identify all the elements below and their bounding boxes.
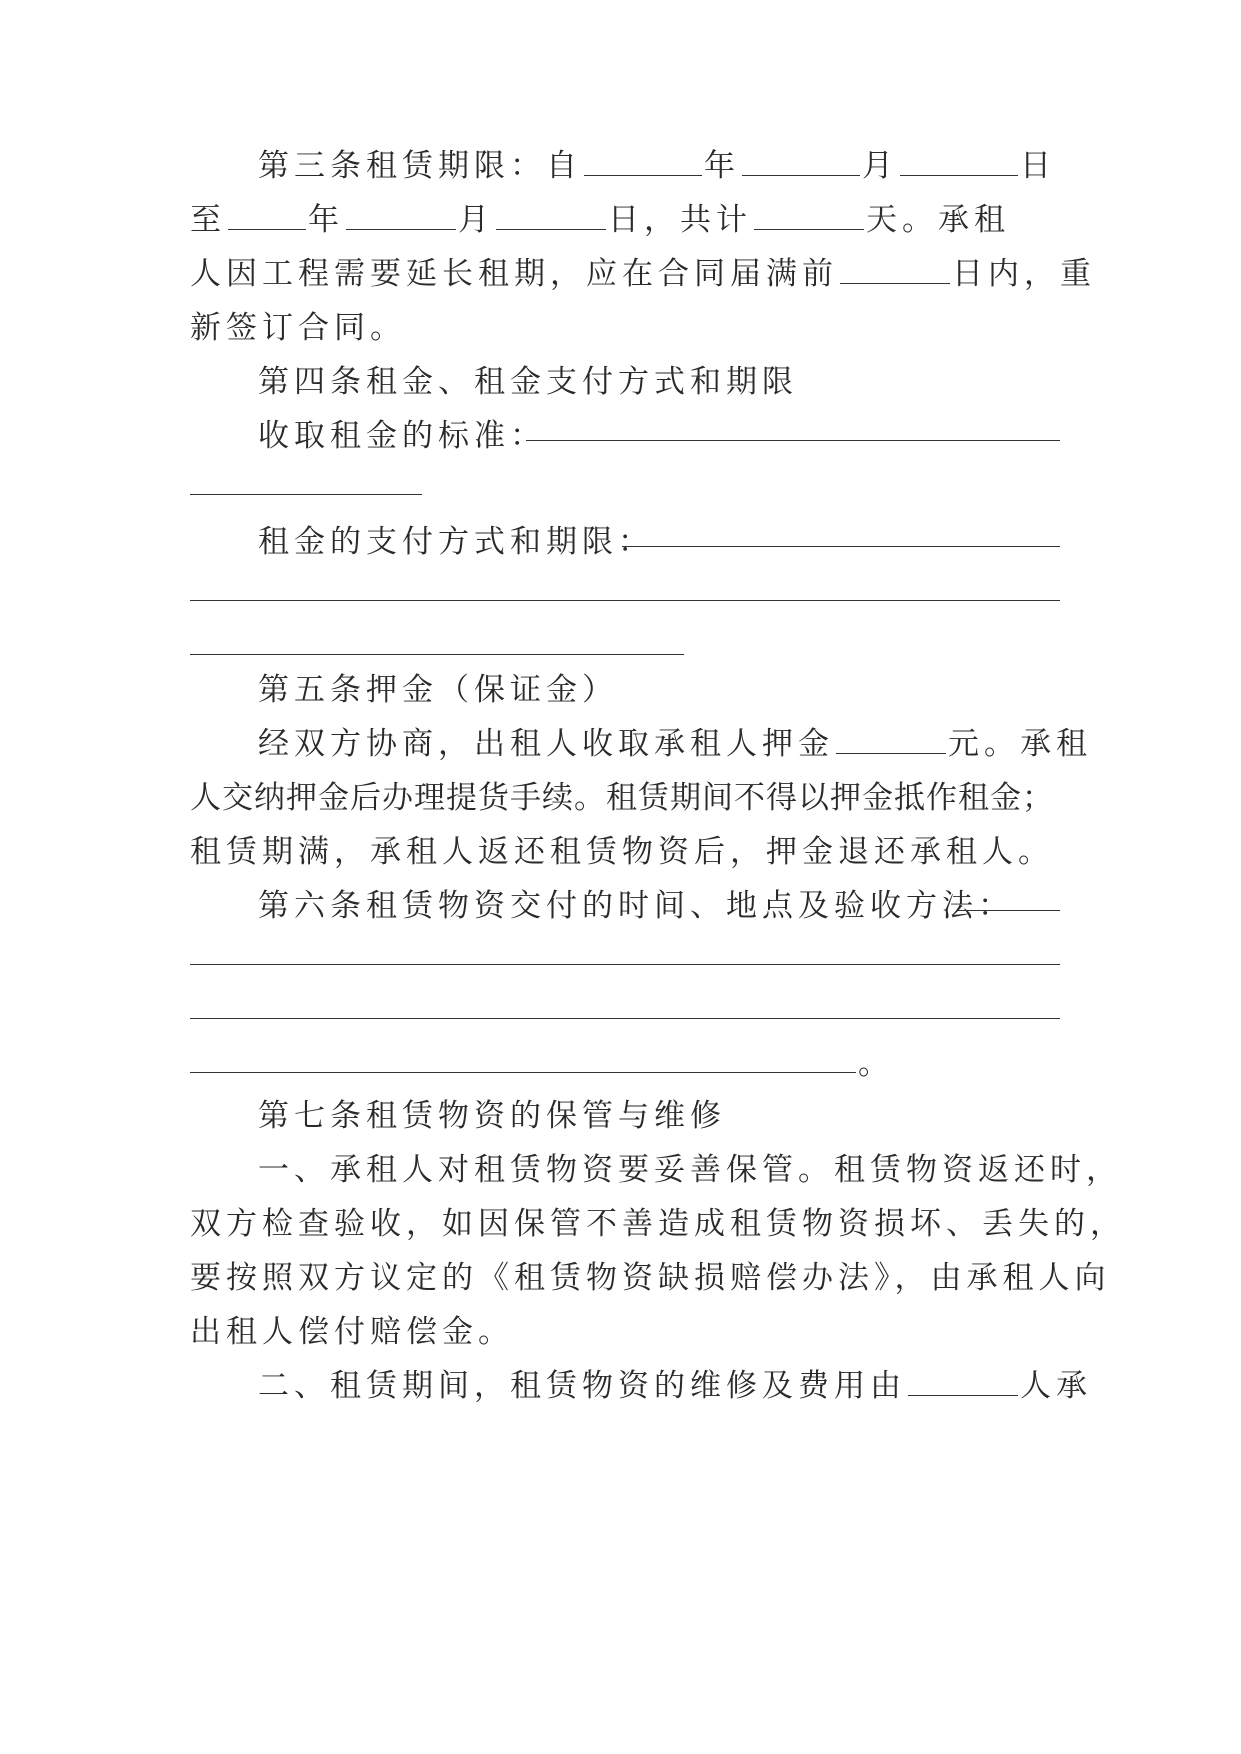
delivery-method-blank[interactable]	[958, 910, 1060, 911]
article-7-p1-line-2: 双方检查验收，如因保管不善造成租赁物资损坏、丢失的，	[190, 1206, 1126, 1242]
end-month-blank[interactable]	[346, 201, 456, 230]
deposit-amount-blank[interactable]	[836, 725, 946, 754]
article-6-heading: 第六条租赁物资交付的时间、地点及验收方法：	[258, 888, 1014, 924]
to-label: 至	[190, 202, 226, 238]
rent-standard-label: 收取租金的标准：	[258, 418, 546, 454]
start-day-blank[interactable]	[900, 147, 1018, 176]
article-5-line-2: 人交纳押金后办理提货手续。租赁期间不得以押金抵作租金；	[190, 780, 1054, 816]
article-4-title: 第四条租金、租金支付方式和期限	[258, 364, 798, 400]
month-label: 月	[458, 202, 494, 238]
delivery-method-blank-line-4[interactable]	[190, 1072, 856, 1073]
rent-standard-blank[interactable]	[526, 440, 1060, 441]
end-year-blank[interactable]	[228, 201, 306, 230]
end-day-blank[interactable]	[496, 201, 606, 230]
maintenance-tail-text: 人承	[1020, 1368, 1092, 1404]
article-7-title: 第七条租赁物资的保管与维修	[258, 1098, 726, 1134]
article-5-line-3: 租赁期满，承租人返还租赁物资后，押金退还承租人。	[190, 834, 1054, 870]
deposit-unit-text: 元。承租	[948, 726, 1092, 762]
article-5-line-1	[258, 724, 1092, 764]
days-label: 天。承租	[866, 202, 1010, 238]
notice-days-blank[interactable]	[840, 255, 950, 284]
month-label: 月	[862, 148, 898, 184]
maintenance-text: 二、租赁期间，租赁物资的维修及费用由	[258, 1368, 906, 1404]
extension-text: 人因工程需要延长租期，应在合同届满前	[190, 256, 838, 292]
maintenance-party-blank[interactable]	[908, 1367, 1018, 1396]
article-7-p1-line-1: 一、承租人对租赁物资要妥善保管。租赁物资返还时，	[258, 1152, 1122, 1188]
within-days-text: 日内，重	[952, 256, 1096, 292]
article-3-line-2	[190, 200, 1060, 240]
article-5-title: 第五条押金（保证金）	[258, 672, 618, 708]
article-3-line-3	[190, 254, 1096, 294]
article-3-line-4: 新签订合同。	[190, 310, 406, 346]
payment-method-blank[interactable]	[622, 546, 1060, 547]
article-7-p1-line-3: 要按照双方议定的《租赁物资缺损赔偿办法》，由承租人向	[190, 1260, 1111, 1296]
rent-standard-blank-continued[interactable]	[190, 494, 422, 495]
article-3-line-1	[258, 146, 1060, 186]
total-days-blank[interactable]	[754, 201, 864, 230]
payment-method-blank-line-2[interactable]	[190, 600, 1060, 601]
article-3-heading: 第三条租赁期限：自	[258, 148, 582, 184]
article-7-p1-line-4: 出租人偿付赔偿金。	[190, 1314, 514, 1350]
delivery-method-blank-line-2[interactable]	[190, 964, 1060, 965]
year-label: 年	[308, 202, 344, 238]
delivery-method-blank-line-3[interactable]	[190, 1018, 1060, 1019]
payment-method-label: 租金的支付方式和期限：	[258, 524, 654, 560]
start-year-blank[interactable]	[584, 147, 702, 176]
period-mark: 。	[858, 1046, 894, 1082]
year-label: 年	[704, 148, 740, 184]
start-month-blank[interactable]	[742, 147, 860, 176]
article-7-p2-line-1	[258, 1366, 1092, 1406]
deposit-text: 经双方协商，出租人收取承租人押金	[258, 726, 834, 762]
day-label: 日	[1020, 148, 1056, 184]
total-label: 日，共计	[608, 202, 752, 238]
payment-method-blank-line-3[interactable]	[190, 654, 684, 655]
